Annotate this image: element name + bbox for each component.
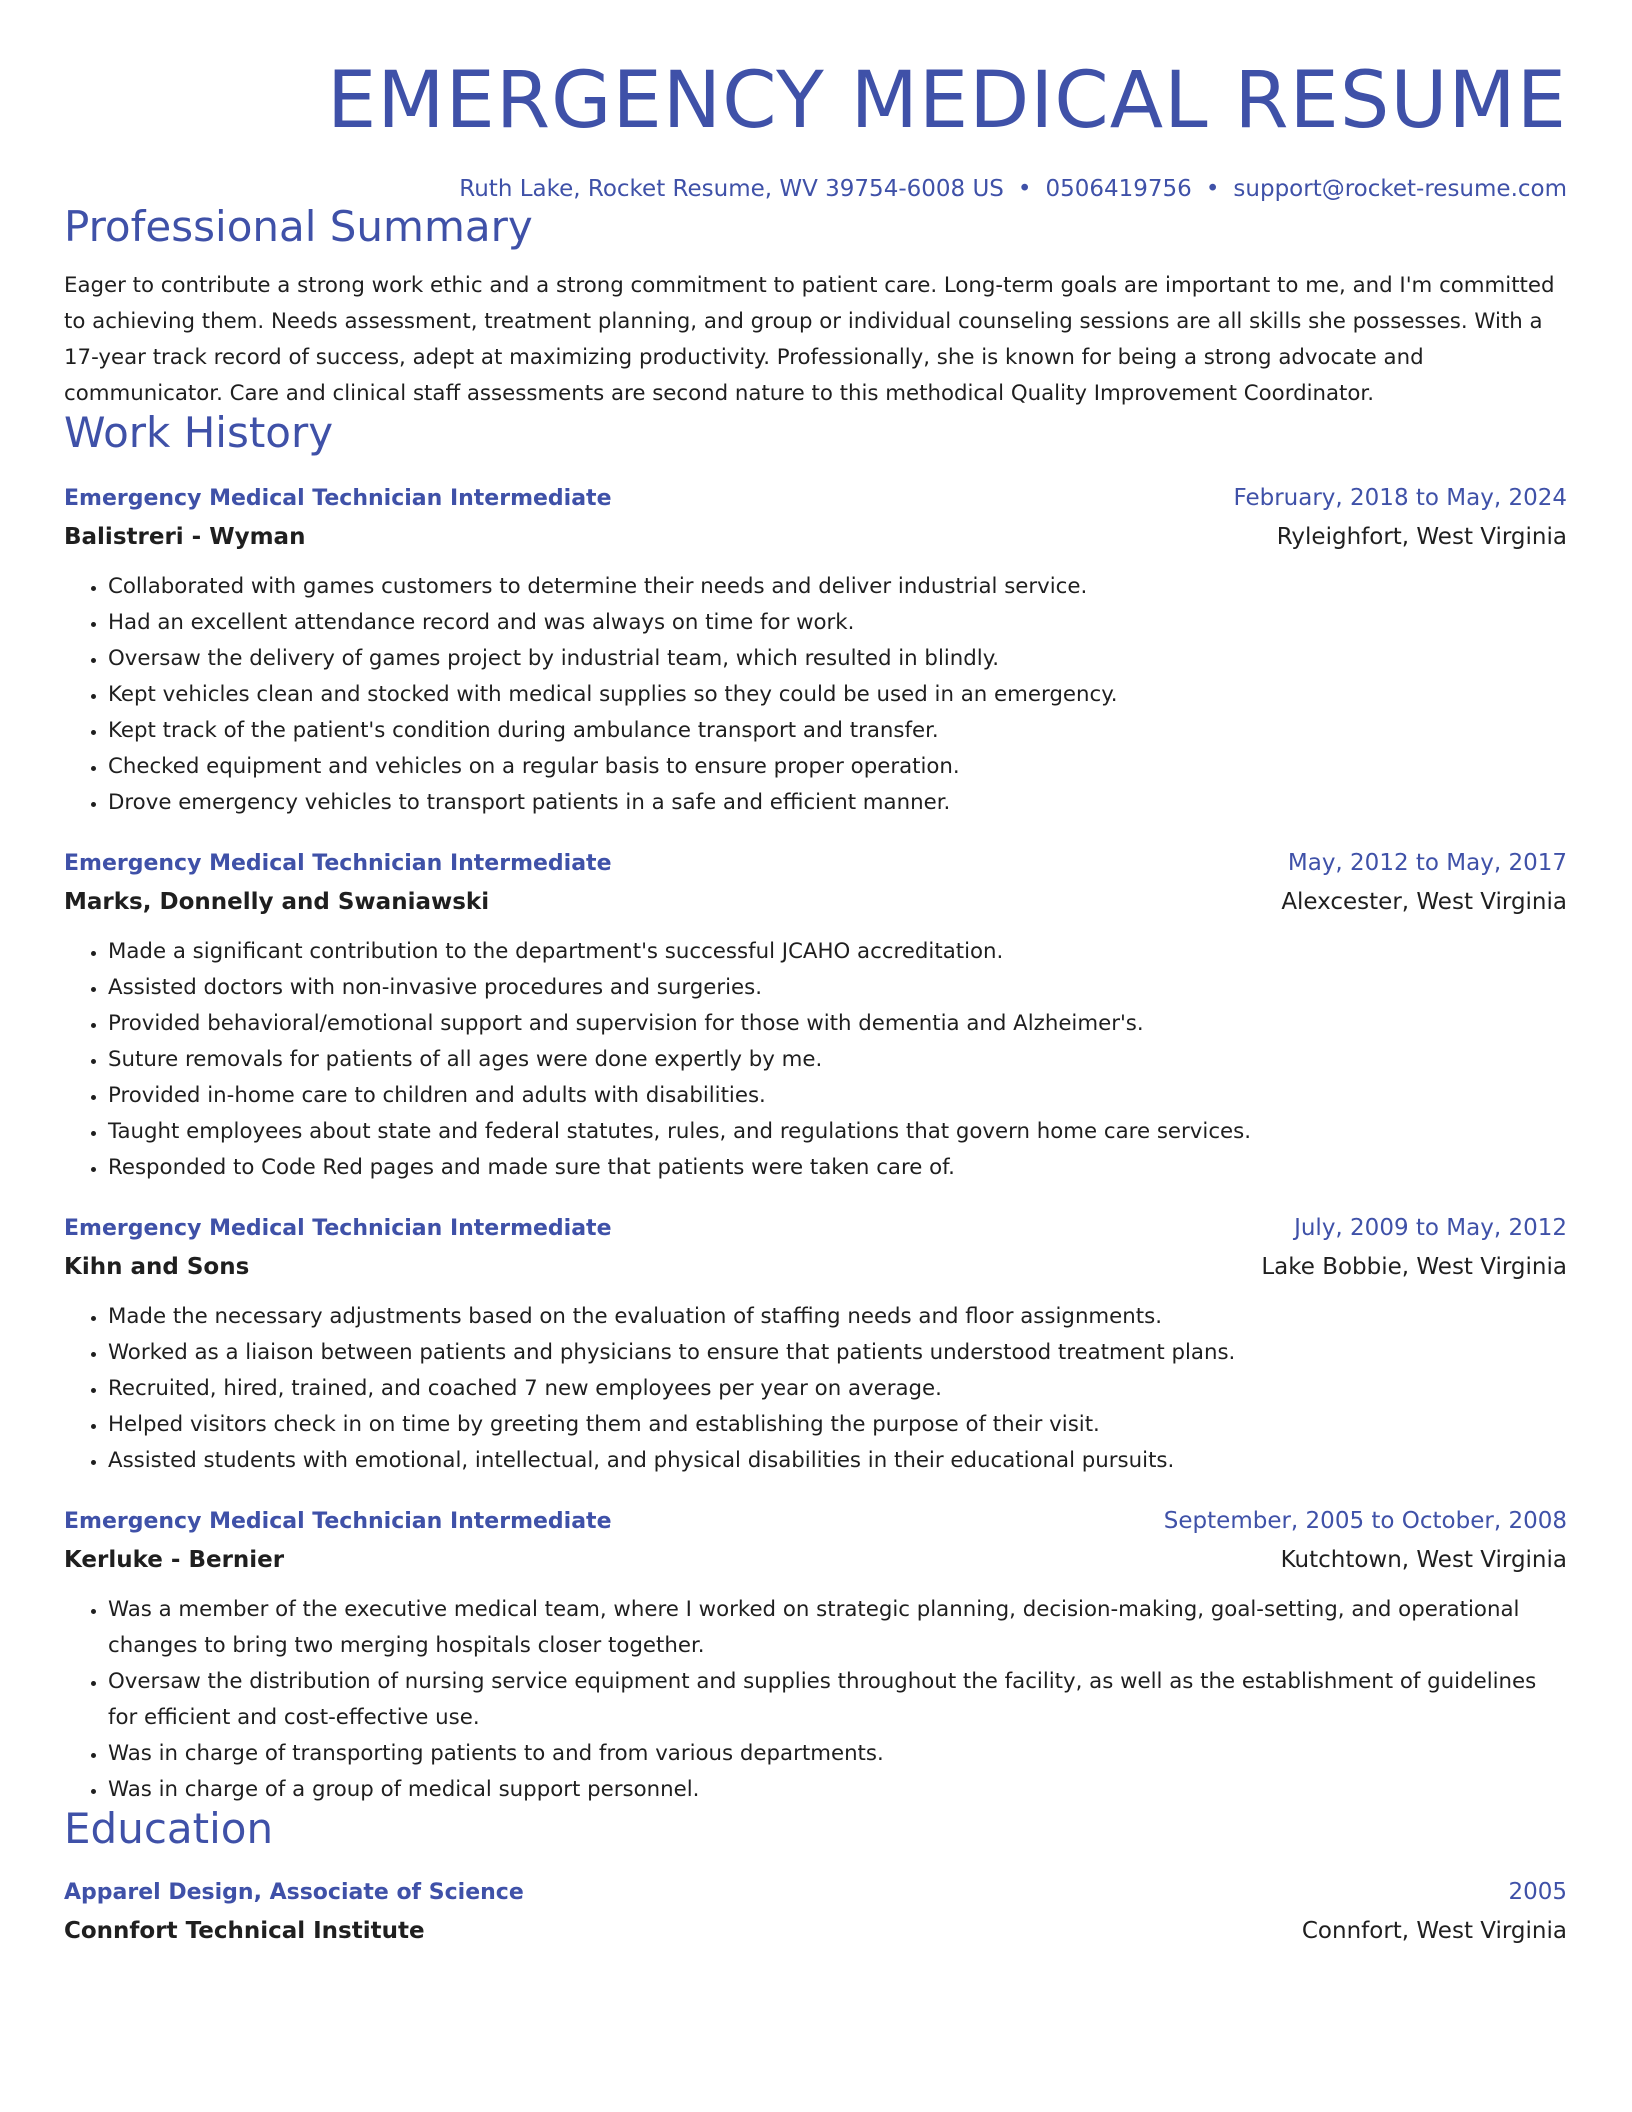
job-company: Marks, Donnelly and Swaniawski	[64, 889, 490, 915]
contact-email: support@rocket-resume.com	[1233, 176, 1567, 202]
job-title: Emergency Medical Technician Intermediate	[64, 1216, 612, 1241]
job-location: Lake Bobbie, West Virginia	[1261, 1254, 1567, 1280]
contact-address: Ruth Lake, Rocket Resume, WV 39754-6008 US	[459, 176, 1004, 202]
job-company: Kerluke - Bernier	[64, 1547, 285, 1573]
resume-title: EMERGENCY MEDICAL RESUME	[326, 56, 1567, 146]
job-dates: September, 2005 to October, 2008	[1163, 1508, 1567, 1534]
job-title: Emergency Medical Technician Intermediate	[64, 1509, 612, 1534]
job-bullet: • Had an excellent attendance record and was always on time for work.	[108, 605, 1567, 641]
job-bullet: • Taught employees about state and federal statutes, rules, and regulations that govern home care services.	[108, 1114, 1567, 1150]
job-dates: May, 2012 to May, 2017	[1287, 850, 1567, 876]
education-degree: Apparel Design, Associate of Science	[64, 1880, 524, 1905]
job-entry	[64, 845, 1567, 1186]
job-bullet: • Made a significant contribution to the department's successful JCAHO accreditation.	[108, 934, 1567, 970]
job-entry	[64, 480, 1567, 821]
education-location: Connfort, West Virginia	[1301, 1918, 1567, 1944]
job-entry	[64, 1210, 1567, 1479]
job-bullet: • Provided behavioral/emotional support and supervision for those with dementia and Alzheimer's.	[108, 1006, 1567, 1042]
work-history-heading: Work History	[64, 408, 334, 457]
job-dates: July, 2009 to May, 2012	[1294, 1215, 1567, 1241]
job-company: Kihn and Sons	[64, 1254, 250, 1280]
job-bullet: • Suture removals for patients of all ages were done expertly by me.	[108, 1042, 1567, 1078]
job-bullets	[64, 934, 1567, 1186]
job-bullet: • Was in charge of transporting patients to and from various departments.	[108, 1736, 1567, 1772]
education-school: Connfort Technical Institute	[64, 1918, 425, 1944]
job-bullet: • Helped visitors check in on time by greeting them and establishing the purpose of their visit.	[108, 1407, 1567, 1443]
education-year: 2005	[1508, 1879, 1567, 1905]
summary-heading: Professional Summary	[64, 202, 533, 251]
contact-phone: 0506419756	[1045, 176, 1192, 202]
job-title: Emergency Medical Technician Intermediate	[64, 486, 612, 511]
job-bullets	[64, 569, 1567, 821]
education-entry	[64, 1874, 1567, 1951]
job-location: Alexcester, West Virginia	[1281, 889, 1567, 915]
job-bullet: • Worked as a liaison between patients and physicians to ensure that patients understood treatment plans.	[108, 1335, 1567, 1371]
job-bullet: • Drove emergency vehicles to transport patients in a safe and efficient manner.	[108, 785, 1567, 821]
job-bullets	[64, 1592, 1567, 1808]
summary-text: Eager to contribute a strong work ethic and a strong commitment to patient care. Long-term goals are important to me, and I'm committed to achieving them. Needs assessment, treatment planning, and group or individual counseling sessions are all skills she possesses. With a 17-year track record of success, adept at maximizing productivity. Professionally, she is known for being a strong advocate and communicator. Care and clinical staff assessments are second nature to this methodical Quality Improvement Coordinator.	[64, 273, 1555, 406]
contact-separator: •	[1205, 176, 1220, 202]
job-bullet: • Kept track of the patient's condition during ambulance transport and transfer.	[108, 713, 1567, 749]
job-bullet: • Kept vehicles clean and stocked with medical supplies so they could be used in an emergency.	[108, 677, 1567, 713]
job-entry	[64, 1503, 1567, 1808]
job-bullet: • Recruited, hired, trained, and coached 7 new employees per year on average.	[108, 1371, 1567, 1407]
job-bullet: • Oversaw the delivery of games project by industrial team, which resulted in blindly.	[108, 641, 1567, 677]
work-history-list	[64, 480, 1567, 1808]
job-location: Ryleighfort, West Virginia	[1276, 524, 1567, 550]
job-bullet: • Checked equipment and vehicles on a regular basis to ensure proper operation.	[108, 749, 1567, 785]
resume-page	[64, 0, 1567, 1951]
job-bullet: • Was in charge of a group of medical support personnel.	[108, 1772, 1567, 1808]
job-dates: February, 2018 to May, 2024	[1233, 485, 1567, 511]
job-bullet: • Made the necessary adjustments based on the evaluation of staffing needs and floor assignments.	[108, 1299, 1567, 1335]
job-bullet: • Was a member of the executive medical team, where I worked on strategic planning, decision-making, goal-setting, and operational changes to bring two merging hospitals closer together.	[108, 1592, 1567, 1664]
job-bullet: • Collaborated with games customers to determine their needs and deliver industrial service.	[108, 569, 1567, 605]
education-heading: Education	[64, 1804, 274, 1853]
job-bullet: • Assisted students with emotional, intellectual, and physical disabilities in their educational pursuits.	[108, 1443, 1567, 1479]
job-bullet: • Provided in-home care to children and adults with disabilities.	[108, 1078, 1567, 1114]
job-location: Kutchtown, West Virginia	[1280, 1547, 1567, 1573]
contact-separator: •	[1017, 176, 1032, 202]
job-title: Emergency Medical Technician Intermediate	[64, 851, 612, 876]
job-bullet: • Assisted doctors with non-invasive procedures and surgeries.	[108, 970, 1567, 1006]
job-bullet: • Responded to Code Red pages and made sure that patients were taken care of.	[108, 1150, 1567, 1186]
job-company: Balistreri - Wyman	[64, 524, 306, 550]
job-bullet: • Oversaw the distribution of nursing service equipment and supplies throughout the facility, as well as the establishment of guidelines for efficient and cost-effective use.	[108, 1664, 1567, 1736]
job-bullets	[64, 1299, 1567, 1479]
